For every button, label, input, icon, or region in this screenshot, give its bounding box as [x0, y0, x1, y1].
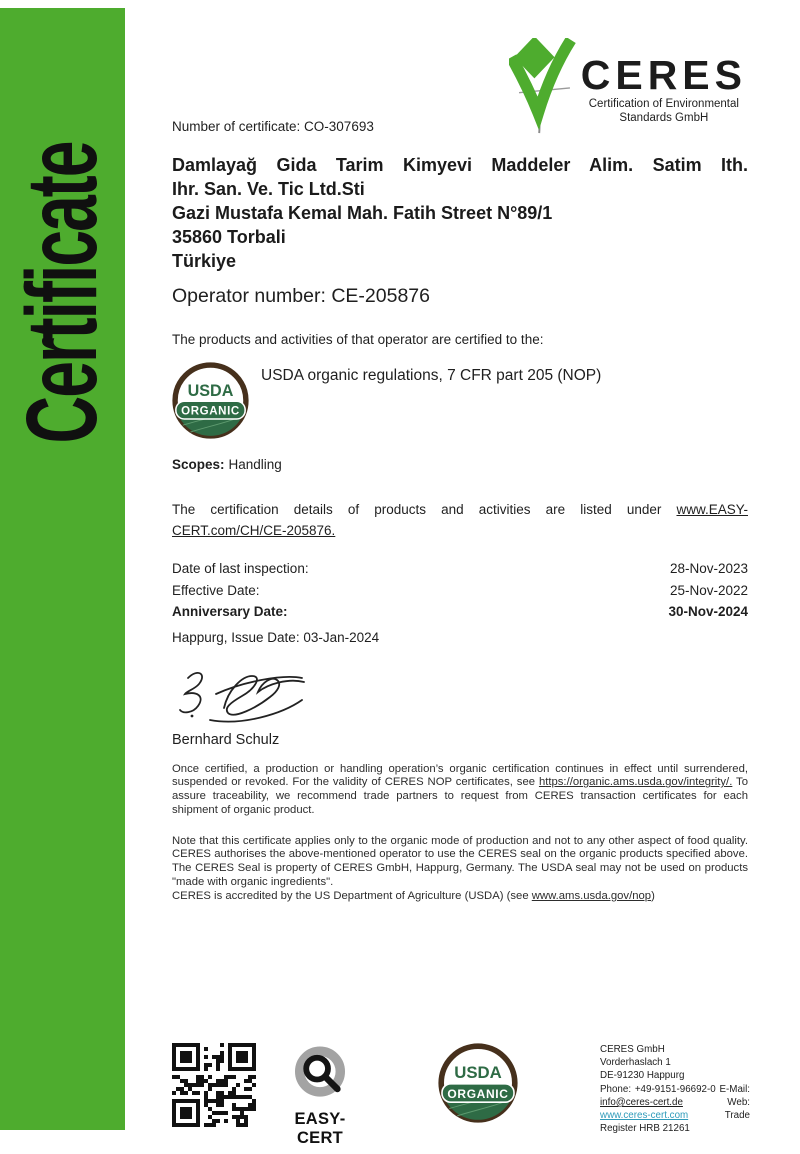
operator-city: 35860 Torbali: [172, 227, 286, 247]
regulation-row: [172, 362, 748, 439]
usda-organic-seal-icon: [172, 362, 249, 439]
footer-web-label: Web:: [727, 1096, 750, 1108]
last-inspection-label: Date of last inspection:: [172, 561, 309, 576]
certificate-number: Number of certificate: CO-307693: [172, 119, 374, 134]
last-inspection-row: [172, 558, 748, 580]
usda-organic-seal-footer-icon: [438, 1043, 518, 1123]
footer-phone-label: Phone:: [600, 1083, 632, 1095]
easycert-url-link[interactable]: www.EASY-CERT.com/CH/CE-205876.: [172, 502, 748, 538]
dates-block: [172, 558, 748, 623]
usda-footer-seal-top-text: USDA: [454, 1063, 502, 1083]
ceres-brand-text: CERES: [580, 52, 747, 98]
anniversary-date-row: [172, 601, 748, 623]
nop-url-link[interactable]: www.ams.usda.gov/nop: [531, 889, 652, 902]
operator-name-line1: Damlayağ Gida Tarim Kimyevi Maddeler Alim. Satim Ith.: [172, 155, 748, 175]
effective-date-value: 25-Nov-2022: [669, 582, 748, 598]
legal1-text-before: Once certified, a production or handling operation’s organic certification continues in effect until surrendered, suspended or revoked. For the validity of CERES NOP certificates, see: [172, 762, 748, 789]
legal2-accredited-text: CERES is accredited by the US Department of Agriculture (USDA) (see: [172, 889, 532, 902]
footer-phone: +49-9151-96692-0: [634, 1083, 716, 1095]
certified-intro: The products and activities of that operator are certified to the:: [172, 332, 544, 347]
signature-image: [172, 666, 352, 724]
regulation-text: USDA organic regulations, 7 CFR part 205 (NOP): [261, 367, 602, 384]
web-link[interactable]: www.ceres-cert.com: [600, 1110, 689, 1122]
footer-trade-register: Trade Register HRB 21261: [600, 1110, 750, 1135]
usda-seal-top-text: USDA: [187, 381, 234, 400]
easycert-magnifier-icon: [291, 1044, 349, 1102]
footer-company: CERES GmbH: [600, 1044, 665, 1055]
operator-street: Gazi Mustafa Kemal Mah. Fatih Street N°89/1: [172, 203, 553, 223]
details-text: The certification details of products and activities are listed under: [172, 502, 677, 517]
certificate-vertical-label: Certificate: [5, 142, 118, 444]
anniversary-date-label: Anniversary Date:: [172, 604, 288, 619]
issue-line: Happurg, Issue Date: 03-Jan-2024: [172, 629, 380, 645]
usda-seal-bottom-text: ORGANIC: [181, 405, 240, 418]
integrity-url-link[interactable]: https://organic.ams.usda.gov/integrity/.: [538, 776, 733, 789]
footer-address: [600, 1043, 750, 1135]
operator-name-address-block: [172, 153, 748, 273]
operator-country: Türkiye: [172, 251, 237, 271]
legal2-text: Note that this certificate applies only to the organic mode of production and not to any other aspect of food quality. CERES authorises the above-mentioned operator to use the CERES seal on the organic products specified above. The CERES Seal is property of CERES GmbH, Happurg, Germany. The USDA seal may not be used on products "made with organic ingredients".: [172, 834, 748, 889]
details-paragraph: [172, 499, 748, 541]
legal2-close: ): [651, 889, 655, 902]
email-link[interactable]: info@ceres-cert.de: [600, 1096, 683, 1108]
easycert-label: EASY-CERT: [294, 1110, 346, 1147]
last-inspection-value: 28-Nov-2023: [669, 561, 748, 576]
signer-name: Bernhard Schulz: [172, 732, 280, 748]
legal-paragraph-2: [172, 835, 748, 904]
qr-code: [172, 1043, 256, 1127]
operator-number: Operator number: CE-205876: [172, 285, 430, 307]
ceres-caption-line1: Certification of Environmental: [588, 98, 739, 110]
effective-date-row: [172, 580, 748, 602]
legal1-text-after: To assure traceability, we recommend trade partners to request from CERES transaction certificates for each shipment of organic product.: [172, 776, 748, 816]
certificate-banner: [0, 8, 125, 1130]
ceres-caption-line2: Standards GmbH: [619, 111, 709, 124]
footer-street: Vorderhaslach 1: [600, 1057, 671, 1069]
operator-name-line2: Ihr. San. Ve. Tic Ltd.Sti: [172, 179, 365, 199]
usda-footer-seal-bottom-text: ORGANIC: [447, 1086, 509, 1101]
scopes-label: Scopes:: [172, 457, 225, 472]
easycert-logo: [272, 1044, 368, 1148]
anniversary-date-value: 30-Nov-2024: [668, 604, 748, 619]
certificate-body: [172, 0, 748, 915]
legal-paragraph-1: [172, 763, 748, 818]
effective-date-label: Effective Date:: [172, 582, 260, 598]
scopes-value: Handling: [228, 457, 282, 472]
footer-email-label: E-Mail:: [719, 1083, 750, 1095]
scopes-line: [172, 457, 748, 472]
footer-contact: [600, 1083, 750, 1136]
footer-city: DE-91230 Happurg: [600, 1070, 685, 1082]
